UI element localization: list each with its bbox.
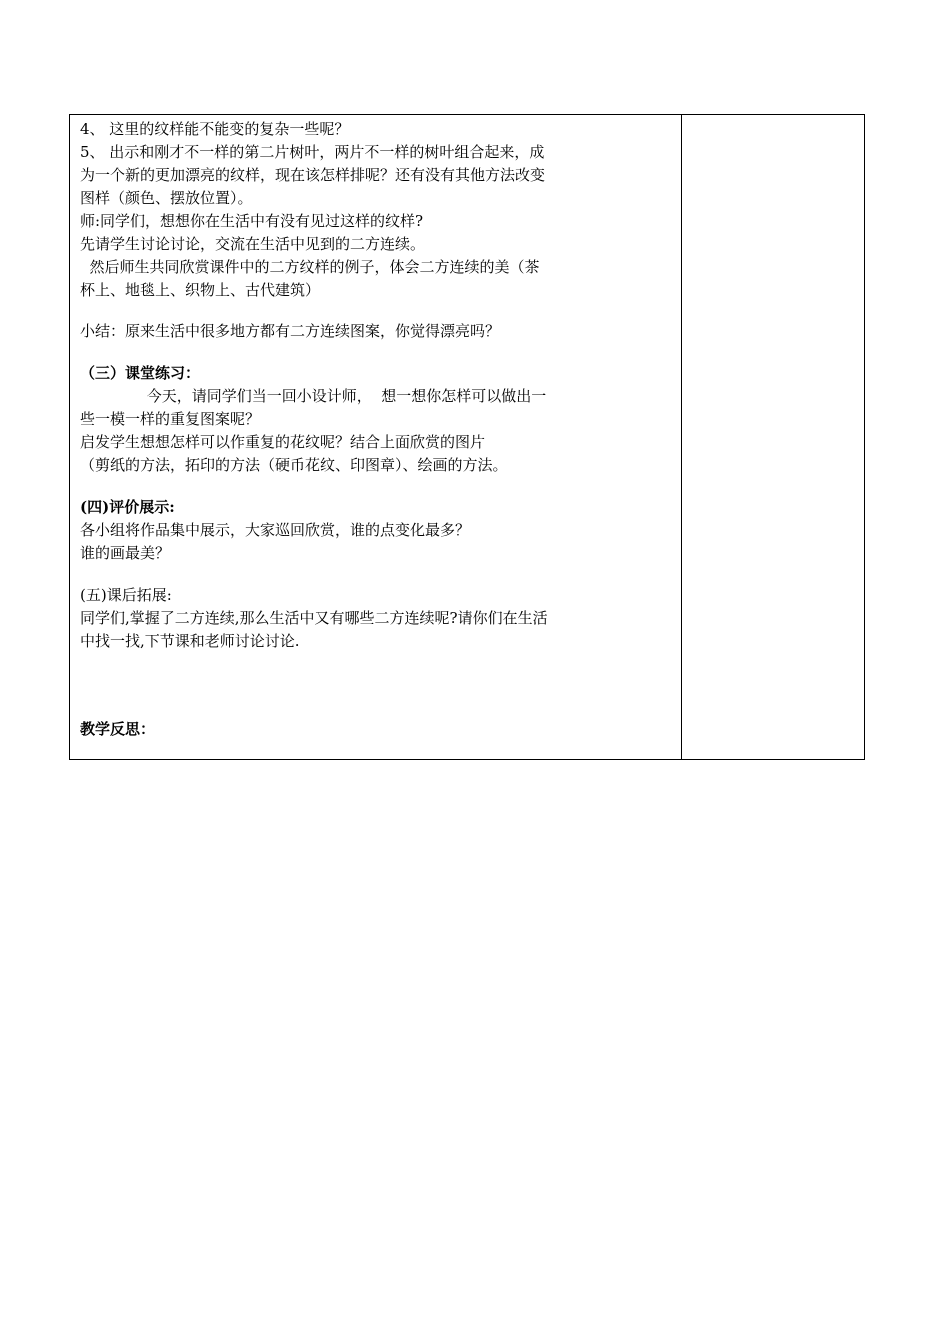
summary-line: 小结：原来生活中很多地方都有二方连续图案，你觉得漂亮吗？	[80, 322, 501, 340]
section-4-heading: (四)评价展示:	[80, 498, 175, 516]
step-5-line-3: 图样（颜色、摆放位置）。	[80, 189, 253, 207]
discussion-line: 先请学生讨论讨论，交流在生活中见到的二方连续。	[80, 235, 426, 253]
section-3-heading: （三）课堂练习：	[80, 364, 201, 382]
section-5-heading: (五)课后拓展:	[80, 586, 172, 604]
step-4-line: 4、 这里的纹样能不能变的复杂一些呢？	[80, 120, 350, 138]
step-5-line-2: 为一个新的更加漂亮的纹样，现在该怎样排呢？还有没有其他方法改变	[80, 166, 546, 184]
notes-cell	[682, 115, 864, 759]
evaluation-line-1: 各小组将作品集中展示，大家巡回欣赏，谁的点变化最多？	[80, 521, 471, 539]
lesson-content-cell	[70, 115, 682, 759]
lesson-plan-table	[69, 114, 865, 760]
practice-line-3: 启发学生想想怎样可以作重复的花纹呢？结合上面欣赏的图片	[80, 433, 486, 451]
appreciation-line-1: 然后师生共同欣赏课件中的二方纹样的例子，体会二方连续的美（茶	[80, 258, 540, 276]
practice-line-4: （剪纸的方法，拓印的方法（硬币花纹、印图章）、绘画的方法。	[80, 456, 508, 474]
teacher-question-line: 师:同学们，想想你在生活中有没有见过这样的纹样?	[80, 212, 424, 230]
step-5-line-1: 5、 出示和刚才不一样的第二片树叶，两片不一样的树叶组合起来，成	[80, 143, 545, 161]
extension-line-1: 同学们,掌握了二方连续,那么生活中又有哪些二方连续呢?请你们在生活	[80, 609, 548, 627]
practice-line-1: 今天，请同学们当一回小设计师， 想一想你怎样可以做出一	[80, 387, 547, 405]
extension-line-2: 中找一找,下节课和老师讨论讨论.	[80, 632, 300, 650]
reflection-heading: 教学反思：	[80, 720, 156, 738]
appreciation-line-2: 杯上、地毯上、织物上、古代建筑）	[80, 281, 321, 299]
practice-line-2: 些一模一样的重复图案呢？	[80, 410, 261, 428]
evaluation-line-2: 谁的画最美？	[80, 544, 171, 562]
